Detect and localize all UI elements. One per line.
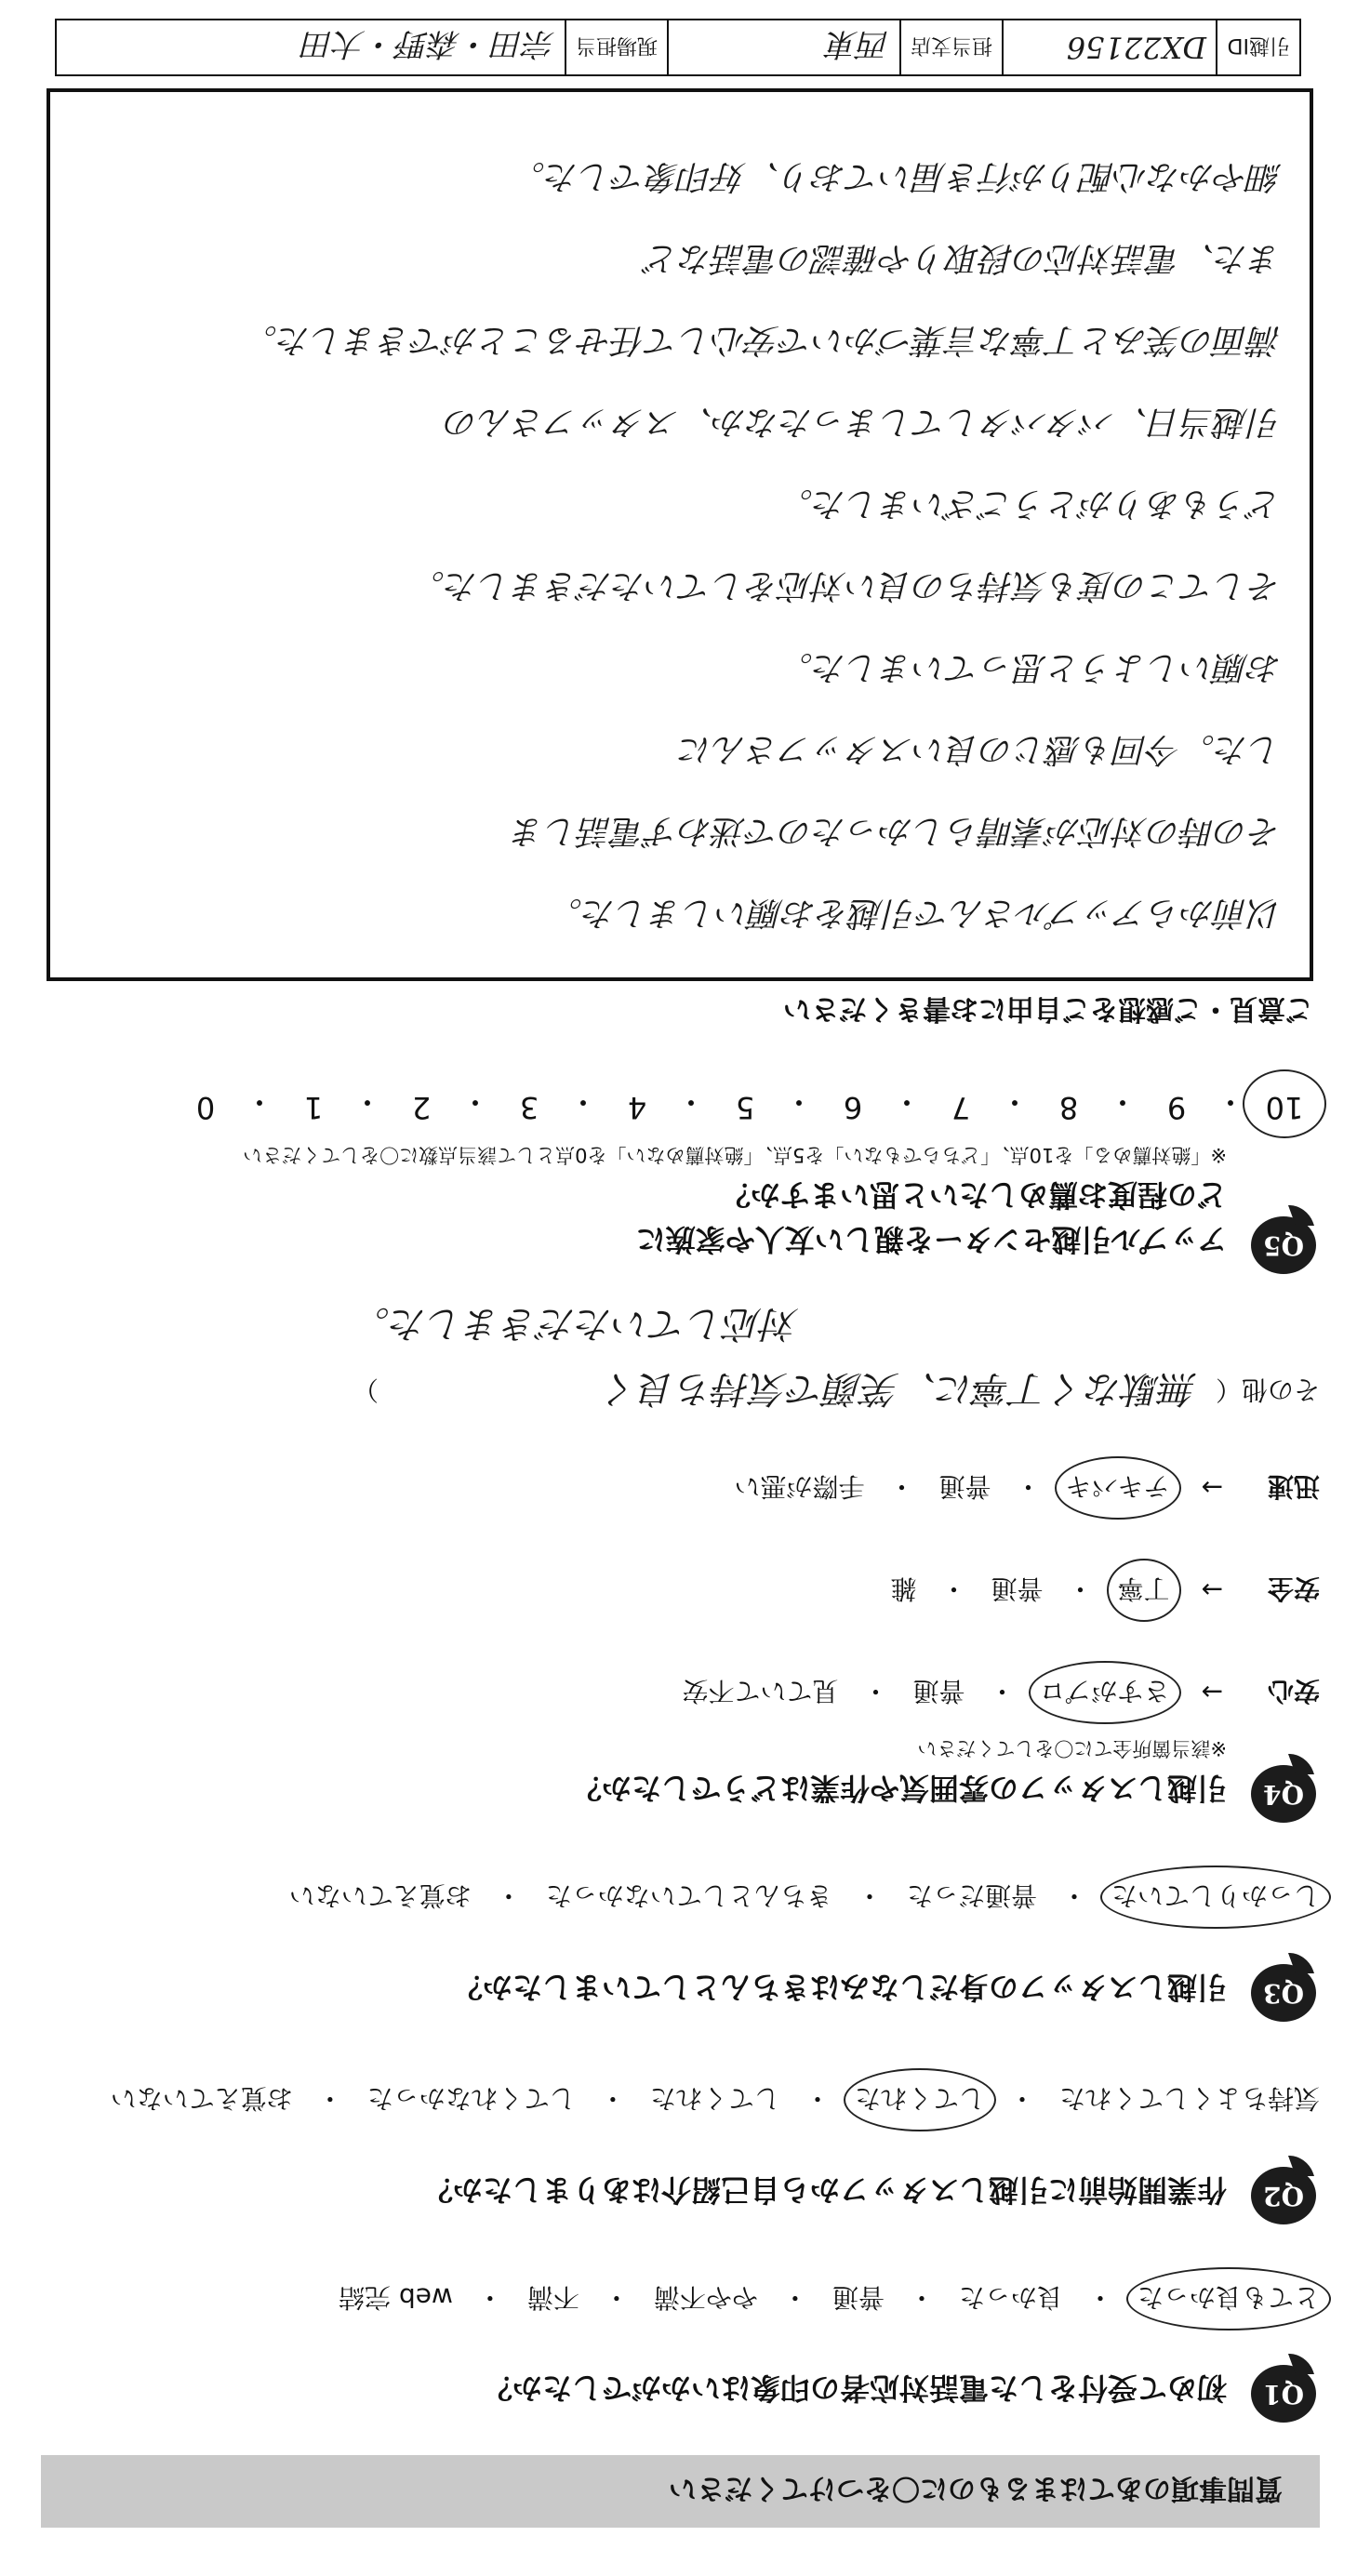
q4-other[interactable]: [353, 1365, 1320, 1418]
question-1: [46, 2348, 1320, 2423]
comment-line: 引越当日、バタバタしてしまったなか、スタッフさんの: [445, 403, 1282, 441]
q2-options[interactable]: 気持ちよくしてくれた ・ してくれた ・ してくれた ・ してくれなかった ・ お覚えていない: [111, 2081, 1320, 2118]
question-3: [46, 1947, 1320, 2022]
question-2: [46, 2150, 1320, 2224]
q5-scale[interactable]: 10 ・ 9 ・ 8 ・ 7 ・ 6 ・ 5 ・ 4 ・ 3 ・ 2 ・ 1 ・ 0: [175, 1082, 1315, 1125]
q2-badge: Q2: [1247, 2159, 1320, 2224]
q2-option[interactable]: 気持ちよくしてくれた: [1058, 2083, 1320, 2114]
comment-line: お願いしようと思っていました。: [778, 648, 1282, 686]
q4-option[interactable]: 普通: [938, 1471, 991, 1502]
branch-value: 西東: [667, 20, 899, 74]
q4-row-category: 安全: [1267, 1573, 1320, 1604]
q5-text-line1: アップル引越センターを親しい友人や家族に: [635, 1222, 1227, 1257]
q3-option[interactable]: 普通だった: [906, 1880, 1037, 1911]
arrow-icon: →: [1201, 1472, 1223, 1504]
q4-other-label: その他（: [1215, 1374, 1320, 1406]
q5-score[interactable]: 1: [303, 1090, 324, 1125]
comment-line: 細やかな心配りが行き届いており、好印象でした。: [511, 157, 1282, 195]
q3-text: 引越しスタッフの身だしなみはきちんとしていましたか？: [452, 1970, 1227, 2005]
comment-line: その時の対応が素晴らしかったので迷わず電話しま: [511, 812, 1282, 850]
q4-option[interactable]: 雑: [890, 1573, 917, 1604]
q4-row-anzen[interactable]: 安全 → 丁寧 ・ 普通 ・ 雑: [890, 1572, 1320, 1609]
q4-row-category: 迅速: [1267, 1471, 1320, 1502]
q4-row-category: 安心: [1267, 1676, 1320, 1706]
arrow-icon: →: [1201, 1574, 1223, 1606]
q1-option[interactable]: web 完結: [339, 2282, 453, 2313]
q4-row-jinsoku[interactable]: 迅速 → テキパキ ・ 普通 ・ 手際が悪い: [734, 1469, 1320, 1507]
instruction-text: 質問事項のあてはまるものに〇をつけてください: [669, 2472, 1283, 2504]
q5-text-line2: どの程度お薦めしたいと思いますか？: [720, 1177, 1227, 1213]
q4-other-handwriting: 対応していただきました。: [353, 1302, 799, 1345]
q1-option[interactable]: 不満: [526, 2282, 579, 2313]
branch-label: 担当支店: [899, 20, 1002, 74]
q4-note: ※該当箇所全てに〇をしてください: [917, 1737, 1227, 1759]
q5-score[interactable]: 8: [1058, 1090, 1079, 1125]
q5-score[interactable]: 4: [627, 1090, 647, 1125]
comment-line: そしてこの度も気持ちの良い対応をしていただきました。: [410, 566, 1282, 604]
q1-option[interactable]: やや不満: [653, 2282, 758, 2313]
q2-option[interactable]: お覚えていない: [110, 2083, 293, 2114]
q4-option[interactable]: 丁寧: [1118, 1572, 1170, 1609]
instruction-bar: [41, 2455, 1320, 2528]
q5-badge: Q5: [1247, 1209, 1320, 1274]
q1-badge: Q1: [1247, 2357, 1320, 2423]
leader-value: 宗田・森野・大田: [302, 25, 555, 63]
id-label: 引越ID: [1216, 20, 1299, 74]
id-value: DX22156: [1002, 20, 1216, 74]
arrow-icon: →: [1201, 1677, 1223, 1708]
q5-score[interactable]: 6: [843, 1090, 863, 1125]
comment-line: 満面の笑みと丁寧な言葉づかいで安心して任せることができました。: [243, 321, 1282, 359]
q4-option[interactable]: 手際が悪い: [734, 1471, 865, 1502]
question-4: [46, 1720, 1320, 1823]
comments-header: ご意見・ご感想をご自由にお書きください: [783, 992, 1313, 1025]
q5-score[interactable]: 9: [1166, 1090, 1187, 1125]
comment-line: 以前からアップルさんで引越をお願いしました。: [548, 894, 1282, 932]
q2-text: 作業開始前に引越しスタッフから自己紹介はありましたか？: [422, 2172, 1227, 2208]
leader-label: 現場担当: [565, 20, 667, 74]
q4-option[interactable]: テキパキ: [1066, 1469, 1170, 1507]
q5-score[interactable]: 0: [195, 1090, 216, 1125]
q5-score[interactable]: 5: [735, 1090, 755, 1125]
q3-options[interactable]: しっかりしていた ・ 普通だった ・ きちんとしていなかった ・ お覚えていない: [289, 1879, 1320, 1916]
q4-option[interactable]: 普通: [991, 1573, 1044, 1604]
q1-option[interactable]: 良かった: [958, 2282, 1063, 2313]
q4-option[interactable]: 見ていて不安: [682, 1676, 839, 1706]
q1-options[interactable]: とても良かった ・ 良かった ・ 普通 ・ やや不満 ・ 不満 ・ web 完結: [339, 2280, 1320, 2317]
q4-text: 引越しスタッフの雰囲気や作業はどうでしたか？: [571, 1771, 1227, 1806]
q4-option[interactable]: さすがプロ: [1040, 1674, 1170, 1711]
q4-option[interactable]: 普通: [912, 1676, 965, 1706]
q3-option[interactable]: きちんとしていなかった: [545, 1880, 832, 1911]
q3-option[interactable]: お覚えていない: [288, 1880, 472, 1911]
comment-line: また、電話対応の段取りや確認の電話など: [645, 239, 1282, 277]
q4-badge: Q4: [1247, 1758, 1320, 1823]
q3-badge: Q3: [1247, 1957, 1320, 2022]
q5-score[interactable]: 10: [1254, 1082, 1315, 1125]
comment-line: どうもありがとうございました。: [778, 485, 1282, 523]
q4-other-close: ）: [352, 1374, 379, 1406]
q1-option[interactable]: 普通: [831, 2282, 885, 2313]
q5-score[interactable]: 3: [519, 1090, 539, 1125]
q1-option[interactable]: とても良かった: [1137, 2280, 1320, 2317]
q5-note: ※「絶対薦める」を10点、「どちらでもない」を5点、「絶対薦めない」を0点として該当点数に〇をしてください: [243, 1144, 1227, 1166]
q3-option[interactable]: しっかりしていた: [1111, 1879, 1320, 1916]
q4-row-anshin[interactable]: 安心 → さすがプロ ・ 普通 ・ 見ていて不安: [682, 1674, 1320, 1711]
q4-other-handwriting[interactable]: 無駄なく丁寧に、笑顔で気持ち良く: [601, 1367, 1197, 1410]
q5-score[interactable]: 2: [411, 1090, 432, 1125]
q1-text: 初めて受付をした電話対応者の印象はいかがでしたか？: [482, 2370, 1227, 2406]
comment-line: した。今回も感じの良いスタッフさんに: [678, 730, 1282, 768]
q2-option[interactable]: してくれた: [649, 2083, 780, 2114]
q5-score[interactable]: 7: [951, 1090, 971, 1125]
q2-option[interactable]: してくれなかった: [366, 2083, 576, 2114]
q2-option[interactable]: してくれた: [855, 2081, 985, 2118]
